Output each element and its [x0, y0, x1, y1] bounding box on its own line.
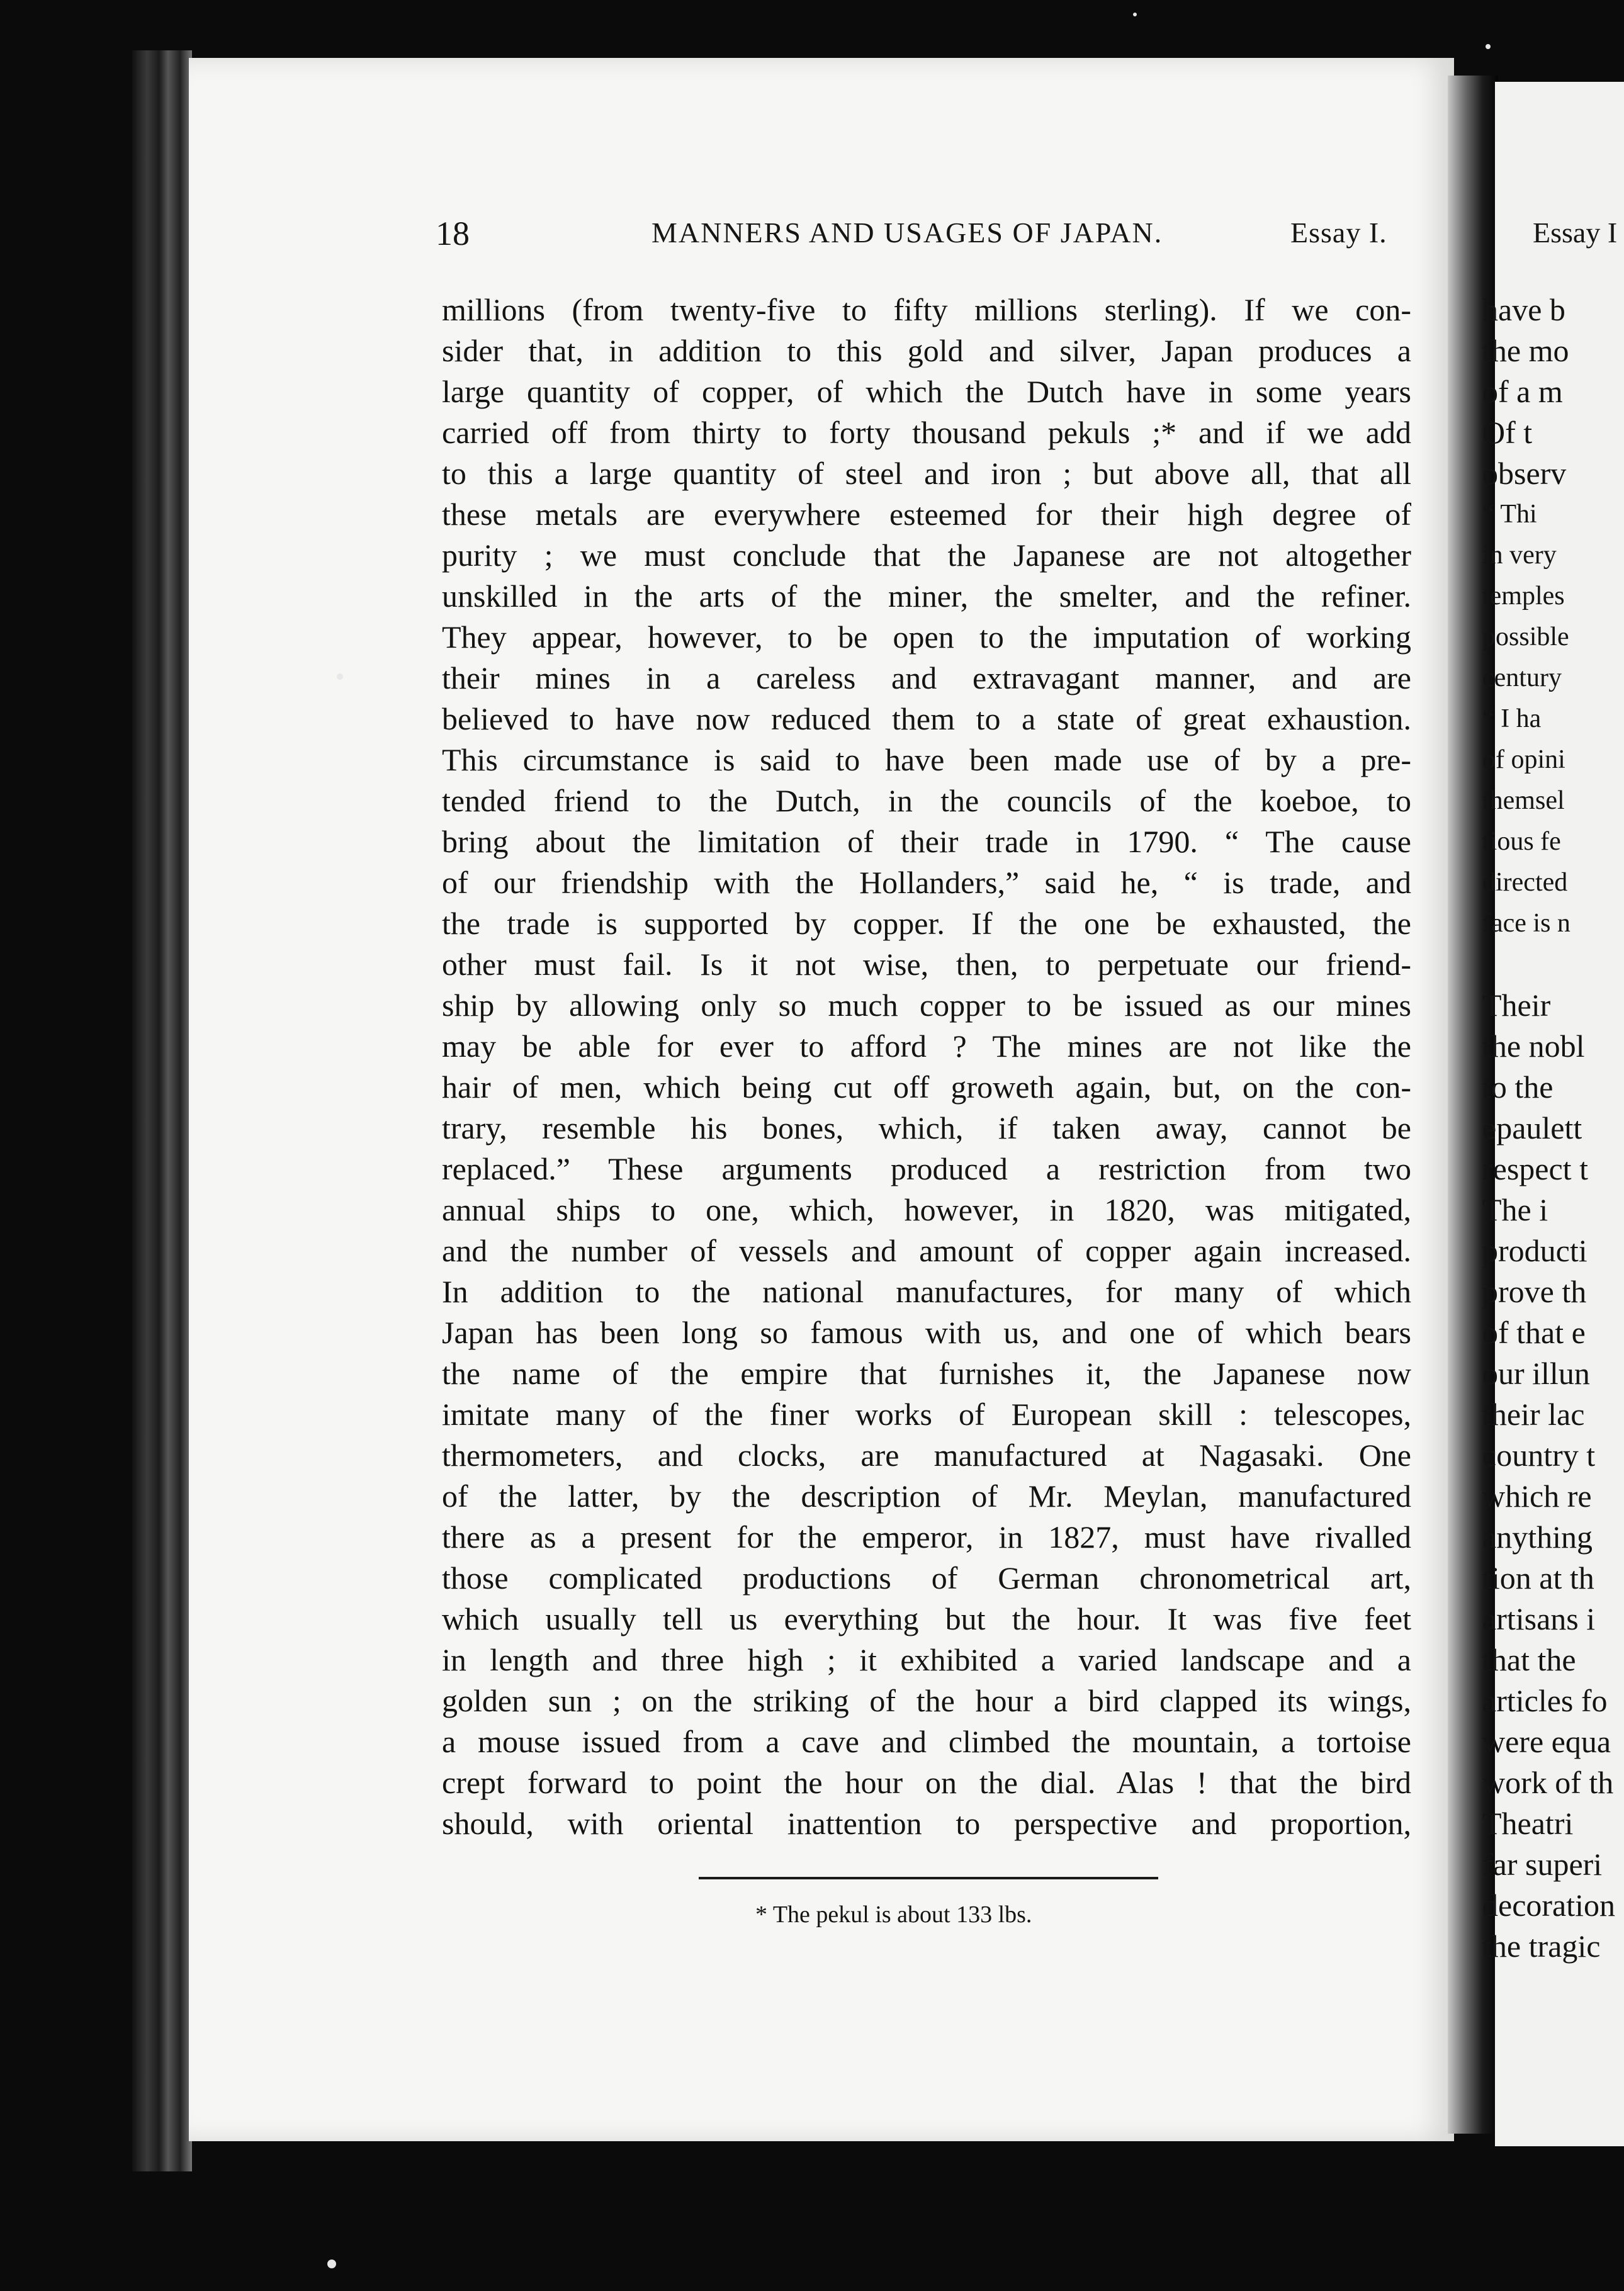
- right-text-line: Of t: [1482, 415, 1533, 450]
- book-spine-edge: [132, 50, 192, 2171]
- text-line: bring about the limitation of their trade in 1790. “ The cause: [442, 824, 1411, 859]
- right-text-line: work of th: [1482, 1765, 1614, 1800]
- text-line: crept forward to point the hour on the dial. Alas ! that the bird: [442, 1765, 1411, 1800]
- text-line: They appear, however, to be open to the imputation of working: [442, 619, 1411, 655]
- text-line: the name of the empire that furnishes it, the Japanese now: [442, 1356, 1411, 1391]
- text-line: the trade is supported by copper. If the one be exhausted, the: [442, 906, 1411, 941]
- right-text-line: temples: [1482, 582, 1565, 611]
- text-line: carried off from thirty to forty thousand pekuls ;* and if we add: [442, 415, 1411, 450]
- text-line: imitate many of the finer works of European skill : telescopes,: [442, 1397, 1411, 1432]
- text-line: other must fail. Is it not wise, then, to perpetuate our friend-: [442, 947, 1411, 982]
- right-text-line: decoration: [1482, 1888, 1616, 1923]
- right-text-line: tion at th: [1482, 1560, 1594, 1596]
- text-line: replaced.” These arguments produced a restriction from two: [442, 1151, 1411, 1186]
- text-line: their mines in a careless and extravagant manner, and are: [442, 660, 1411, 695]
- text-line: there as a present for the emperor, in 1827, must have rivalled: [442, 1519, 1411, 1555]
- right-text-line: Theatri: [1482, 1806, 1574, 1841]
- right-text-line: our illun: [1482, 1356, 1590, 1391]
- text-line: which usually tell us everything but the hour. It was five feet: [442, 1601, 1411, 1636]
- scan-speck: [1133, 13, 1137, 16]
- right-text-line: anything: [1482, 1519, 1593, 1555]
- right-text-line: themsel: [1482, 786, 1565, 815]
- text-line: This circumstance is said to have been made use of by a pre-: [442, 742, 1411, 777]
- text-line: and the number of vessels and amount of copper again increased.: [442, 1233, 1411, 1268]
- right-text-line: directed: [1482, 868, 1568, 897]
- right-text-line: country t: [1482, 1438, 1596, 1473]
- scan-speck: [337, 673, 343, 680]
- right-text-line: the nobl: [1482, 1028, 1585, 1064]
- right-text-line: articles fo: [1482, 1683, 1608, 1718]
- running-title: MANNERS AND USAGES OF JAPAN.: [651, 217, 1163, 249]
- text-line: millions (from twenty-five to fifty millions sterling). If we con-: [442, 292, 1411, 327]
- right-text-line: artisans i: [1482, 1601, 1596, 1636]
- page-number: 18: [436, 215, 470, 252]
- right-text-line: of a m: [1482, 374, 1563, 409]
- right-text-line: epaulett: [1482, 1110, 1582, 1146]
- text-line: Japan has been long so famous with us, and one of which bears: [442, 1315, 1411, 1350]
- essay-label: Essay I.: [1290, 217, 1387, 249]
- text-line: sider that, in addition to this gold and silver, Japan produces a: [442, 333, 1411, 368]
- right-text-line: prove th: [1482, 1274, 1587, 1309]
- right-text-line: that the: [1482, 1642, 1576, 1677]
- scan-speck: [327, 2260, 336, 2268]
- right-text-line: producti: [1482, 1233, 1587, 1268]
- right-text-line: in very: [1482, 541, 1557, 570]
- text-line: of our friendship with the Hollanders,” said he, “ is trade, and: [442, 865, 1411, 900]
- text-line: should, with oriental inattention to perspective and proportion,: [442, 1806, 1411, 1841]
- right-text-line: observ: [1482, 456, 1567, 491]
- right-text-line: of opini: [1482, 745, 1565, 774]
- right-text-line: “ I ha: [1482, 704, 1542, 733]
- right-text-line: were equa: [1482, 1724, 1611, 1759]
- text-line: annual ships to one, which, however, in 1820, was mitigated,: [442, 1192, 1411, 1227]
- right-text-line: the tragic: [1482, 1928, 1601, 1964]
- right-text-line: century: [1482, 663, 1562, 692]
- text-line: hair of men, which being cut off groweth again, but, on the con-: [442, 1069, 1411, 1105]
- text-line: in length and three high ; it exhibited a varied landscape and a: [442, 1642, 1411, 1677]
- footnote-divider: [699, 1877, 1158, 1879]
- text-line: ship by allowing only so much copper to be issued as our mines: [442, 988, 1411, 1023]
- right-text-line: The i: [1482, 1192, 1548, 1227]
- right-text-line: the mo: [1482, 333, 1569, 368]
- text-line: to this a large quantity of steel and iron ; but above all, that all: [442, 456, 1411, 491]
- right-text-line: respect t: [1482, 1151, 1588, 1186]
- text-line: trary, resemble his bones, which, if taken away, cannot be: [442, 1110, 1411, 1146]
- right-text-line: which re: [1482, 1478, 1592, 1514]
- right-text-line: Their: [1482, 988, 1551, 1023]
- text-line: unskilled in the arts of the miner, the smelter, and the refiner.: [442, 578, 1411, 614]
- right-page-text: [1482, 290, 1624, 1967]
- right-text-line: face is n: [1482, 909, 1570, 938]
- right-text-line: tious fe: [1482, 827, 1561, 856]
- right-text-line: far superi: [1482, 1847, 1603, 1882]
- footnote: * The pekul is about 133 lbs.: [755, 1901, 1032, 1928]
- scan-speck: [1486, 44, 1491, 49]
- text-line: of the latter, by the description of Mr. Meylan, manufactured: [442, 1478, 1411, 1514]
- text-line: these metals are everywhere esteemed for their high degree of: [442, 497, 1411, 532]
- text-line: a mouse issued from a cave and climbed the mountain, a tortoise: [442, 1724, 1411, 1759]
- right-text-line: possible: [1482, 622, 1569, 651]
- text-line: golden sun ; on the striking of the hour a bird clapped its wings,: [442, 1683, 1411, 1718]
- right-text-line: their lac: [1482, 1397, 1585, 1432]
- right-page-header: Essay I: [1533, 217, 1618, 249]
- text-line: In addition to the national manufactures, for many of which: [442, 1274, 1411, 1309]
- text-line: believed to have now reduced them to a state of great exhaustion.: [442, 701, 1411, 736]
- right-text-line: to the: [1482, 1069, 1554, 1105]
- text-line: purity ; we must conclude that the Japanese are not altogether: [442, 538, 1411, 573]
- body-text-block: [442, 290, 1411, 1844]
- right-text-line: of that e: [1482, 1315, 1586, 1350]
- text-line: tended friend to the Dutch, in the councils of the koeboe, to: [442, 783, 1411, 818]
- text-line: large quantity of copper, of which the Dutch have in some years: [442, 374, 1411, 409]
- right-text-line: “ Thi: [1482, 500, 1537, 529]
- right-text-line: [1482, 944, 1624, 985]
- text-line: thermometers, and clocks, are manufactured at Nagasaki. One: [442, 1438, 1411, 1473]
- text-line: may be able for ever to afford ? The mines are not like the: [442, 1028, 1411, 1064]
- text-line: those complicated productions of German chronometrical art,: [442, 1560, 1411, 1596]
- right-text-line: have b: [1482, 292, 1565, 327]
